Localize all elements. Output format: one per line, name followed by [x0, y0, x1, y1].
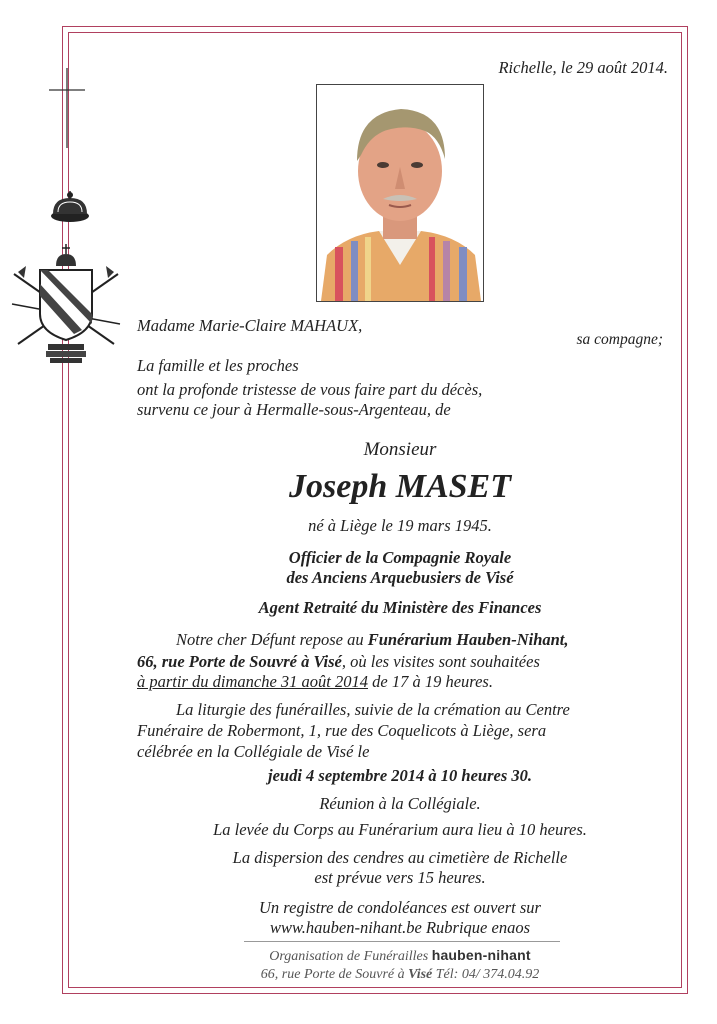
footer-phone: Tél: 04/ 374.04.92 — [432, 967, 540, 982]
announcement-line-2: survenu ce jour à Hermalle-sous-Argenteau, de — [137, 400, 451, 419]
footer-divider — [244, 941, 560, 942]
role-line-1: Officier de la Compagnie Royale — [288, 548, 512, 567]
liturgy-line-3: célébrée en la Collégiale de Visé le — [137, 742, 370, 761]
rest-line-3 — [137, 672, 493, 692]
family-line: La famille et les proches — [137, 356, 299, 375]
footer-city: Visé — [408, 967, 433, 982]
dispersion-line-2: est prévue vers 15 heures. — [314, 868, 486, 887]
partner-name: Madame Marie-Claire MAHAUX, — [137, 316, 363, 335]
deceased-name: Joseph MASET — [289, 468, 511, 505]
funerarium-address: 66, rue Porte de Souvré à Visé — [137, 652, 342, 671]
deceased-title: Monsieur — [363, 439, 437, 460]
announcement-line-1: ont la profonde tristesse de vous faire part du décès, — [137, 380, 483, 399]
partner-role: sa compagne; — [576, 331, 663, 348]
cross-icon — [46, 68, 88, 148]
footer-org — [140, 946, 660, 966]
rest-intro: Notre cher Défunt repose au — [176, 630, 368, 649]
crown-icon — [48, 190, 92, 226]
ceremony-date: jeudi 4 septembre 2014 à 10 heures 30. — [268, 766, 532, 785]
rest-line-2 — [137, 652, 540, 672]
levee-line: La levée du Corps au Funérarium aura lieu à 10 heures. — [213, 820, 587, 839]
meeting-line: Réunion à la Collégiale. — [319, 794, 481, 813]
role-line-2: des Anciens Arquebusiers de Visé — [286, 568, 514, 587]
portrait-photo — [316, 84, 484, 302]
footer-org-text: Organisation de Funérailles — [269, 949, 432, 964]
visits-from-date: à partir du dimanche 31 août 2014 — [137, 672, 368, 691]
footer-address — [140, 966, 660, 984]
coat-of-arms-icon — [10, 244, 122, 364]
funerarium-name: Funérarium Hauben-Nihant, — [367, 630, 569, 649]
dispersion-line-1: La dispersion des cendres au cimetière de Richelle — [232, 848, 568, 867]
rest-line-1 — [176, 630, 569, 650]
role-line-3: Agent Retraité du Ministère des Finances — [258, 598, 542, 617]
birth-line: né à Liège le 19 mars 1945. — [308, 516, 492, 535]
visits-text: , où les visites sont souhaitées — [341, 652, 540, 671]
register-line-2: www.hauben-nihant.be Rubrique enaos — [269, 918, 530, 937]
brand-logo: hauben-nihant — [431, 947, 531, 963]
liturgy-line-2: Funéraire de Robermont, 1, rue des Coquelicots à Liège, sera — [137, 721, 547, 740]
footer-address-text: 66, rue Porte de Souvré à — [260, 967, 409, 982]
place-date: Richelle, le 29 août 2014. — [498, 58, 668, 77]
visits-hours: de 17 à 19 heures. — [368, 672, 493, 691]
liturgy-line-1: La liturgie des funérailles, suivie de la crémation au Centre — [176, 700, 570, 719]
register-line-1: Un registre de condoléances est ouvert sur — [259, 898, 541, 917]
